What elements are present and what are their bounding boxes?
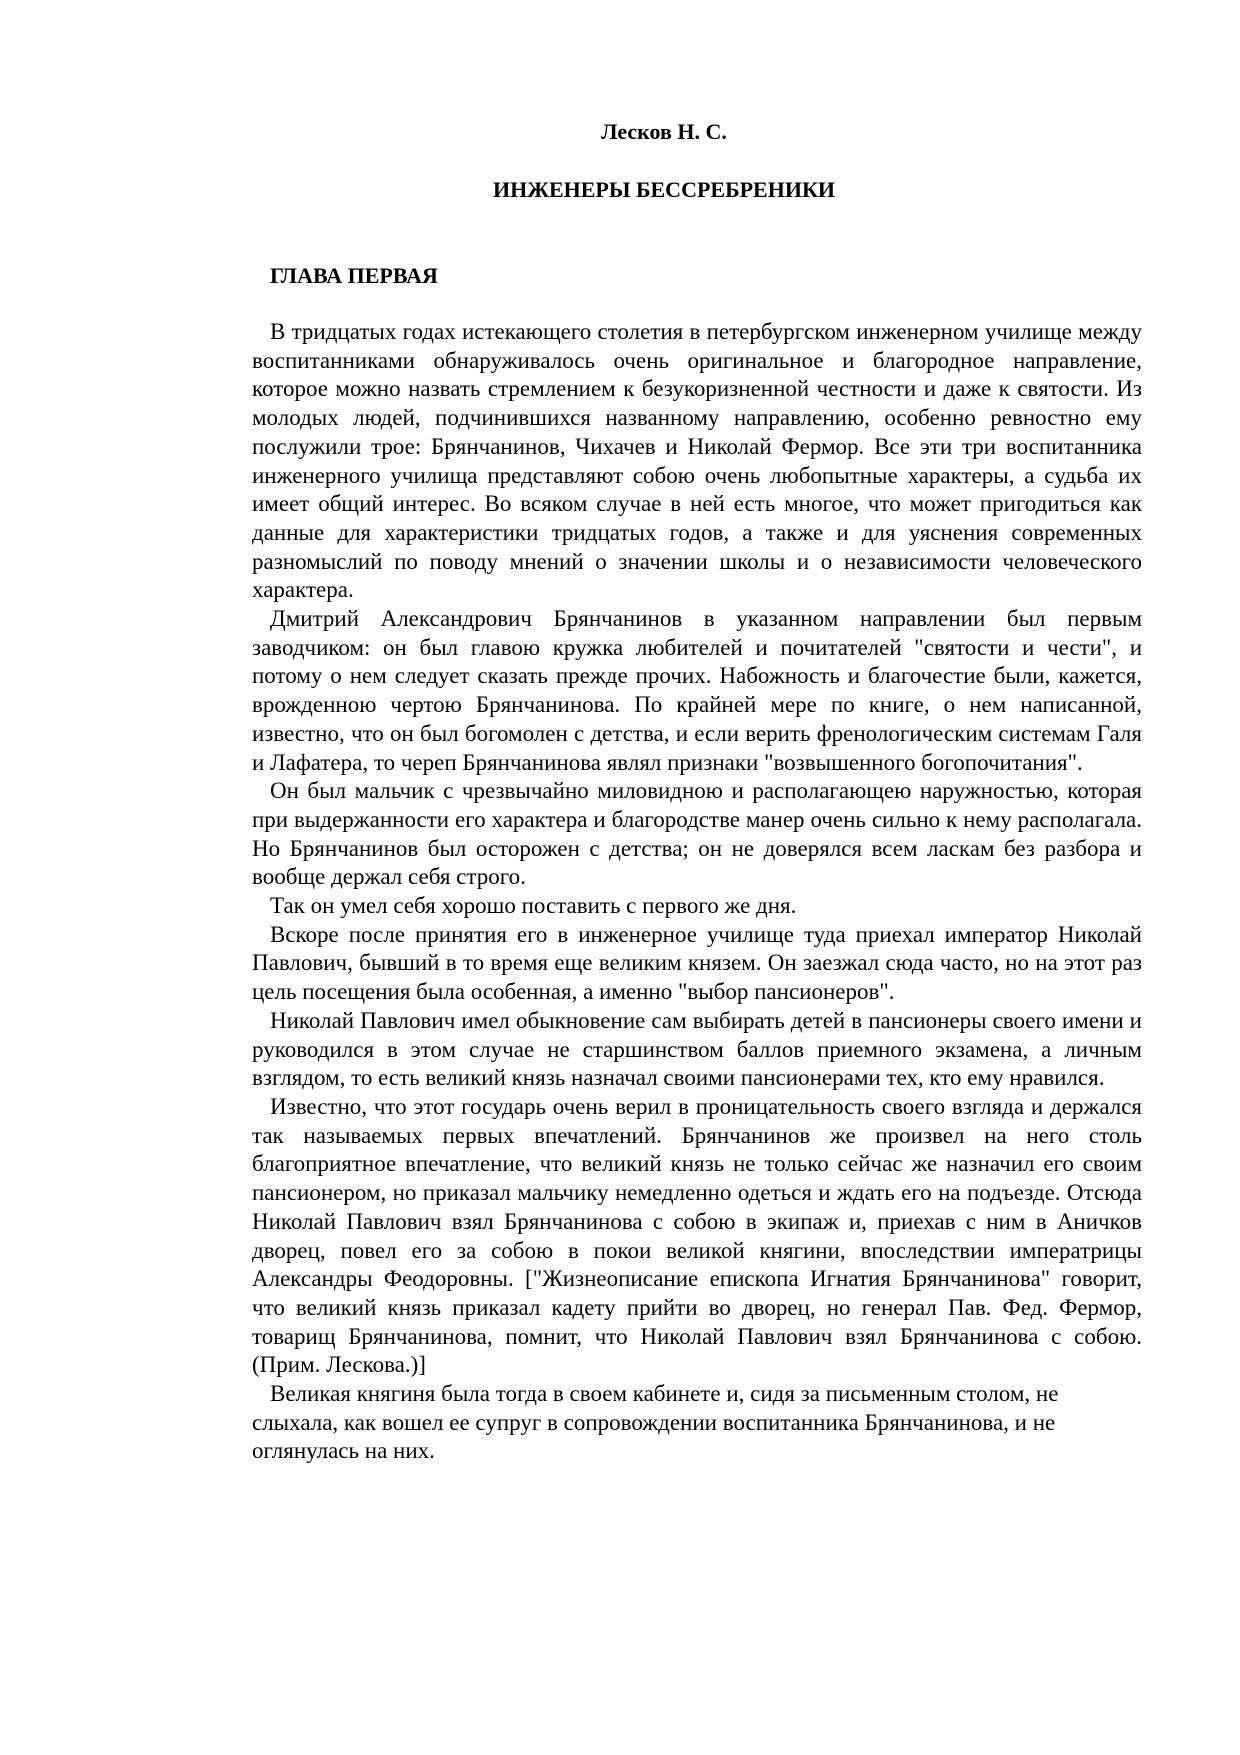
paragraph: Дмитрий Александрович Брянчанинов в указанном направлении был первым заводчиком: он был главою кружка любителей и почитателей "святости и чести", и потому о нем следует сказать прежде прочих. Набожность и благочестие были, кажется, врожденною чертою Брянчанинова. По крайней мере по книге, о нем написанной, известно, что он был богомолен с детства, и если верить френологическим системам Галя и Лафатера, то череп Брянчанинова являл признаки "возвышенного богопочитания". [252, 606, 1142, 775]
paragraph: Он был мальчик с чрезвычайно миловидною и располагающею наружностью, которая при выдержанности его характера и благородстве манер очень сильно к нему располагала. Но Брянчанинов был осторожен с детства; он не доверялся всем ласкам без разбора и вообще держал себя строго. [252, 778, 1142, 890]
document-title: ИНЖЕНЕРЫ БЕССРЕБРЕНИКИ [492, 177, 836, 202]
paragraph: Николай Павлович имел обыкновение сам выбирать детей в пансионеры своего имени и руководился в этом случае не старшинством баллов приемного экзамена, а личным взглядом, то есть великий князь назначал своими пансионерами тех, кто ему нравился. [252, 1007, 1142, 1091]
paragraph: Известно, что этот государь очень верил в проницательность своего взгляда и держался так называемых первых впечатлений. Брянчанинов же произвел на него столь благоприятное впечатление, что великий князь не только сейчас же назначил его своим пансионером, но приказал мальчику немедленно одеться и ждать его на подъезде. Отсюда Николай Павлович взял Брянчанинова с собою в экипаж и, приехав с ним в Аничков дворец, повел его за собою в покои великой княгини, впоследствии императрицы Александры Феодоровны. ["Жизнеописание епископа Игнатия Брянчанинова" говорит, что великий князь приказал кадету прийти во дворец, но генерал Пав. Фед. Фермор, товарищ Брянчанинова, помнит, что Николай Павлович взял Брянчанинова с собою. (Прим. Лескова.)] [252, 1093, 1142, 1378]
paragraph: Так он умел себя хорошо поставить с первого же дня. [270, 893, 797, 919]
chapter-heading: ГЛАВА ПЕРВАЯ [270, 263, 438, 288]
paragraph: Вскоре после принятия его в инженерное училище туда приехал император Николай Павлович, бывший в то время еще великим князем. Он заезжал сюда часто, но на этот раз цель посещения была особенная, а именно "выбор пансионеров". [252, 921, 1142, 1005]
paragraph: Великая княгиня была тогда в своем кабинете и, сидя за письменным столом, не слыхала, как вошел ее супруг в сопровождении воспитанника Брянчанинова, и не оглянулась на них. [252, 1381, 1059, 1464]
paragraph: В тридцатых годах истекающего столетия в петербургском инженерном училище между воспитанниками обнаруживалось очень оригинальное и благородное направление, которое можно назвать стремлением к безукоризненной честности и даже к святости. Из молодых людей, подчинившихся названному направлению, особенно ревностно ему послужили трое: Брянчанинов, Чихачев и Николай Фермор. Все эти три воспитанника инженерного училища представляют собою очень любопытные характеры, а судьба их имеет общий интерес. Во всяком случае в ней есть многое, что может пригодиться как данные для характеристики тридцатых годов, а также и для уяснения современных разномыслий по поводу мнений о значении школы и о независимости человеческого характера. [252, 319, 1142, 603]
body-text [252, 318, 1142, 1466]
author-name: Лесков Н. С. [601, 119, 727, 144]
